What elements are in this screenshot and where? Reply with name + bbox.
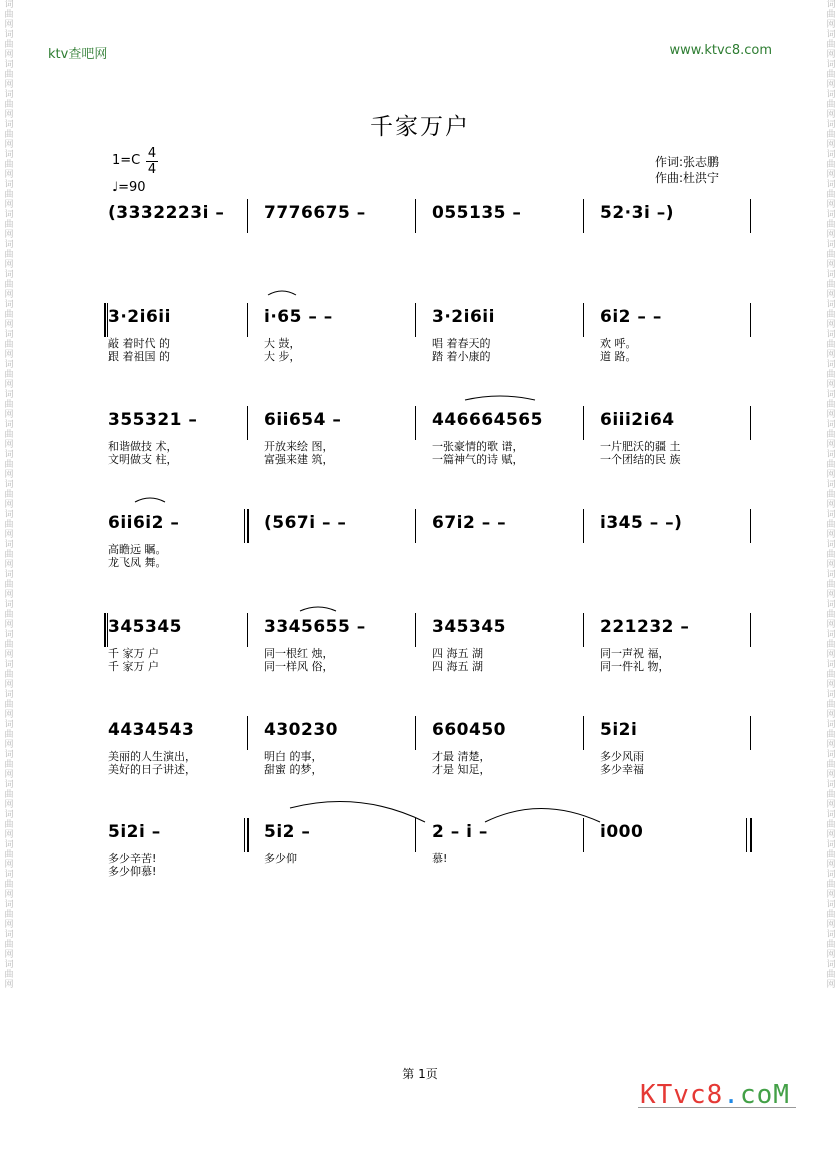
lyric-line: 欢 呼。 xyxy=(600,337,637,350)
measure-notation: i·65 – – xyxy=(264,307,333,327)
lyric-line: 同一件礼 物， xyxy=(600,660,670,673)
site-logo xyxy=(640,1080,790,1110)
key-signature: 1=C xyxy=(112,153,141,168)
side-watermark-right: 词曲网词曲网词曲网词曲网词曲网词曲网词曲网词曲网词曲网词曲网词曲网词曲网词曲网词曲网词曲网词曲网词曲网词曲网词曲网词曲网词曲网词曲网词曲网词曲网词曲网词曲网词曲网词曲网词曲网词曲网词曲网词曲网词曲网 xyxy=(826,0,836,990)
measure-notation: (567i – – xyxy=(264,513,347,533)
measure-notation: 3·2i6ii xyxy=(108,307,171,327)
lyric-line: 一张豪情的歌 谱， xyxy=(432,440,524,453)
measure-notation: 7776675 – xyxy=(264,203,366,223)
lyric-line: 四 海五 湖 xyxy=(432,647,483,660)
lyric-line: 踏 着小康的 xyxy=(432,350,491,363)
lyric-line: 同一声祝 福， xyxy=(600,647,670,660)
tie-arc xyxy=(485,809,600,823)
tie-arc xyxy=(268,291,296,295)
measure-notation: (3332223i – xyxy=(108,203,225,223)
measure-notation: 221232 – xyxy=(600,617,690,637)
composer-credit: 作曲:杜洪宁 xyxy=(655,171,720,185)
measure-notation: 6i2 – – xyxy=(600,307,662,327)
lyric-line: 明白 的事， xyxy=(264,750,323,763)
tie-arc xyxy=(290,802,425,822)
measure-notation: 3345655 – xyxy=(264,617,366,637)
measure-notation: 52·3i –) xyxy=(600,203,674,223)
lyric-line: 富强来建 筑， xyxy=(264,453,334,466)
lyric-line: 唱 着春天的 xyxy=(432,337,491,350)
tie-arc xyxy=(135,498,165,502)
lyric-line: 大 鼓， xyxy=(264,337,301,350)
lyric-line: 道 路。 xyxy=(600,350,637,363)
measure-notation: 660450 xyxy=(432,720,506,740)
lyric-line: 一个团结的民 族 xyxy=(600,453,681,466)
lyric-line: 高瞻远 瞩。 xyxy=(108,543,167,556)
lyric-line: 一片肥沃的疆 土 xyxy=(600,440,681,453)
lyricist-credit: 作词:张志鹏 xyxy=(655,155,720,169)
page-number: 第 1页 xyxy=(402,1067,438,1081)
lyric-line: 同一根红 烛， xyxy=(264,647,334,660)
measure-notation: 4434543 xyxy=(108,720,195,740)
lyric-line: 龙飞凤 舞。 xyxy=(108,556,167,569)
logo-part-com: coM xyxy=(739,1080,790,1110)
lyric-line: 大 步， xyxy=(264,350,301,363)
lyric-line: 美好的日子讲述， xyxy=(108,763,196,776)
lyric-line: 多少幸福 xyxy=(600,763,644,776)
lyric-line: 四 海五 湖 xyxy=(432,660,483,673)
lyric-line: 千 家万 户 xyxy=(108,647,159,660)
lyric-line: 敲 着时代 的 xyxy=(108,337,170,350)
measure-notation: 355321 – xyxy=(108,410,198,430)
measure-notation: 055135 – xyxy=(432,203,522,223)
lyric-line: 多少仰 xyxy=(264,852,297,865)
measure-notation: 345345 xyxy=(108,617,182,637)
tie-arc xyxy=(465,396,535,400)
logo-part-k: KTvc8 xyxy=(640,1080,724,1110)
logo-part-dot: . xyxy=(723,1080,740,1110)
lyric-line: 开放来绘 图， xyxy=(264,440,334,453)
lyric-line: 多少风雨 xyxy=(600,750,644,763)
measure-notation: 6ii6i2 – xyxy=(108,513,180,533)
measure-notation: 3·2i6ii xyxy=(432,307,495,327)
measure-notation: 5i2i xyxy=(600,720,638,740)
song-title: 千家万户 xyxy=(370,114,470,140)
lyric-line: 跟 着祖国 的 xyxy=(108,350,170,363)
time-numerator: 4 xyxy=(147,146,157,161)
lyric-line: 才是 知足， xyxy=(432,763,491,776)
measure-notation: i000 xyxy=(600,822,644,842)
lyric-line: 千 家万 户 xyxy=(108,660,159,673)
measure-notation: 446664565 xyxy=(432,410,543,430)
measure-notation: 6ii654 – xyxy=(264,410,342,430)
site-url: www.ktvc8.com xyxy=(669,43,772,58)
measure-notation: 2 – i – xyxy=(432,822,488,842)
measure-notation: 67i2 – – xyxy=(432,513,507,533)
measure-notation: 345345 xyxy=(432,617,506,637)
time-denominator: 4 xyxy=(147,162,157,177)
tie-arc xyxy=(300,607,336,611)
lyric-line: 文明做支 柱， xyxy=(108,453,178,466)
measure-notation: 5i2i – xyxy=(108,822,161,842)
measure-notation: 5i2 – xyxy=(264,822,311,842)
lyric-line: 一篇神气的诗 赋， xyxy=(432,453,524,466)
side-watermark-left: 词曲网词曲网词曲网词曲网词曲网词曲网词曲网词曲网词曲网词曲网词曲网词曲网词曲网词曲网词曲网词曲网词曲网词曲网词曲网词曲网词曲网词曲网词曲网词曲网词曲网词曲网词曲网词曲网词曲网词曲网词曲网词曲网词曲网 xyxy=(4,0,14,990)
lyric-line: 慕! xyxy=(432,852,448,865)
measure-notation: 430230 xyxy=(264,720,338,740)
lyric-line: 甜蜜 的梦， xyxy=(264,763,323,776)
lyric-line: 美丽的人生演出， xyxy=(108,750,196,763)
lyric-line: 多少辛苦! xyxy=(108,852,157,865)
lyric-line: 多少仰慕! xyxy=(108,865,157,878)
site-name: ktv查吧网 xyxy=(48,47,108,62)
measure-notation: i345 – –) xyxy=(600,513,683,533)
lyric-line: 才最 清楚， xyxy=(432,750,491,763)
lyric-line: 同一样风 俗， xyxy=(264,660,334,673)
lyric-line: 和谐做技 术， xyxy=(108,440,178,453)
tempo-mark: ♩=90 xyxy=(112,180,146,195)
measure-notation: 6iii2i64 xyxy=(600,410,675,430)
